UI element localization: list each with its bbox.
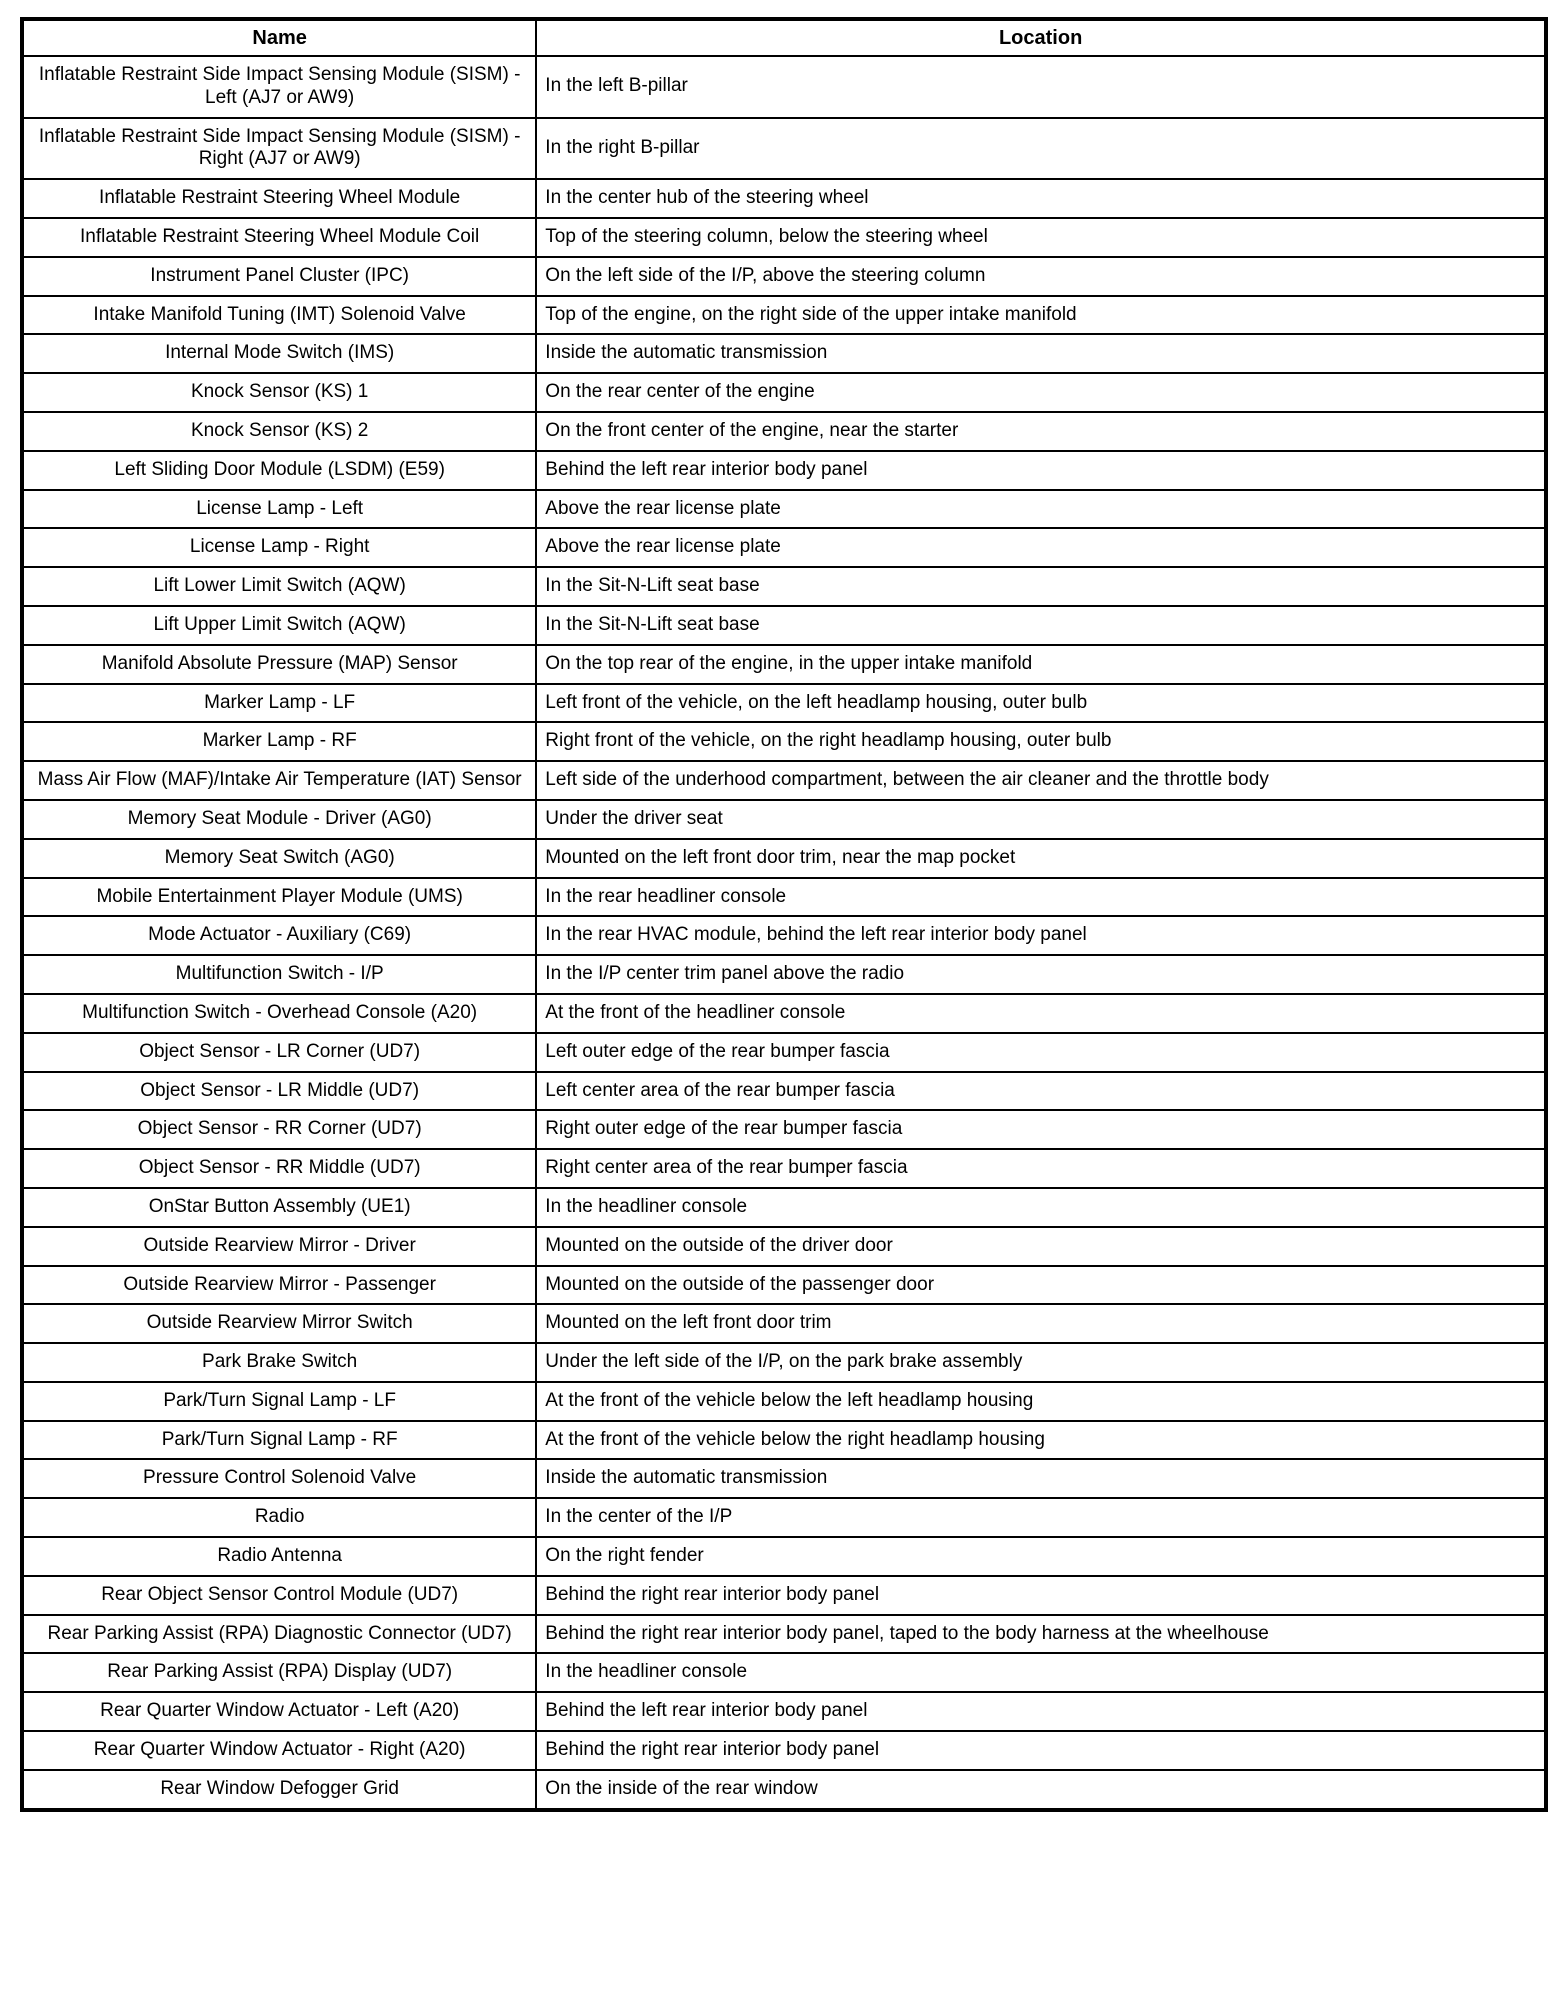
- table-row: [22, 1382, 1546, 1421]
- component-location: On the top rear of the engine, in the upper intake manifold: [536, 645, 1546, 684]
- component-location: Right center area of the rear bumper fascia: [536, 1149, 1546, 1188]
- component-location: In the Sit-N-Lift seat base: [536, 606, 1546, 645]
- component-name: Memory Seat Switch (AG0): [22, 839, 536, 878]
- table-row: [22, 1770, 1546, 1810]
- table-head: [22, 19, 1546, 56]
- component-location: Mounted on the outside of the driver door: [536, 1227, 1546, 1266]
- table-row: [22, 1304, 1546, 1343]
- table-row: [22, 1343, 1546, 1382]
- table-row: [22, 1731, 1546, 1770]
- table-row: [22, 878, 1546, 917]
- table-row: [22, 1692, 1546, 1731]
- component-name: Rear Parking Assist (RPA) Display (UD7): [22, 1653, 536, 1692]
- table-row: [22, 1498, 1546, 1537]
- component-name: Marker Lamp - LF: [22, 684, 536, 723]
- component-name: Object Sensor - RR Corner (UD7): [22, 1110, 536, 1149]
- component-name: Left Sliding Door Module (LSDM) (E59): [22, 451, 536, 490]
- table-row: [22, 800, 1546, 839]
- component-name: Object Sensor - LR Corner (UD7): [22, 1033, 536, 1072]
- component-location: In the right B-pillar: [536, 118, 1546, 180]
- component-name: Knock Sensor (KS) 1: [22, 373, 536, 412]
- component-location: In the rear headliner console: [536, 878, 1546, 917]
- component-name: Inflatable Restraint Steering Wheel Module: [22, 179, 536, 218]
- component-name: Park Brake Switch: [22, 1343, 536, 1382]
- component-location: At the front of the vehicle below the left headlamp housing: [536, 1382, 1546, 1421]
- table-row: [22, 490, 1546, 529]
- component-location: At the front of the headliner console: [536, 994, 1546, 1033]
- component-name: Rear Object Sensor Control Module (UD7): [22, 1576, 536, 1615]
- table-row: [22, 1227, 1546, 1266]
- component-name: Rear Window Defogger Grid: [22, 1770, 536, 1810]
- component-location: On the front center of the engine, near the starter: [536, 412, 1546, 451]
- table-row: [22, 1072, 1546, 1111]
- component-location: In the rear HVAC module, behind the left rear interior body panel: [536, 916, 1546, 955]
- table-row: [22, 1459, 1546, 1498]
- component-location: In the center hub of the steering wheel: [536, 179, 1546, 218]
- component-location: Left front of the vehicle, on the left headlamp housing, outer bulb: [536, 684, 1546, 723]
- table-row: [22, 1110, 1546, 1149]
- table-body: [22, 56, 1546, 1810]
- table-row: [22, 373, 1546, 412]
- component-name: Rear Quarter Window Actuator - Right (A20): [22, 1731, 536, 1770]
- component-name: Knock Sensor (KS) 2: [22, 412, 536, 451]
- column-header-location: Location: [536, 19, 1546, 56]
- table-row: [22, 955, 1546, 994]
- component-location: In the headliner console: [536, 1188, 1546, 1227]
- table-row: [22, 645, 1546, 684]
- component-name: Intake Manifold Tuning (IMT) Solenoid Valve: [22, 296, 536, 335]
- component-location: Left center area of the rear bumper fascia: [536, 1072, 1546, 1111]
- component-name: Park/Turn Signal Lamp - LF: [22, 1382, 536, 1421]
- table-row: [22, 296, 1546, 335]
- table-row: [22, 412, 1546, 451]
- component-name: Object Sensor - RR Middle (UD7): [22, 1149, 536, 1188]
- component-location: Behind the right rear interior body panel: [536, 1576, 1546, 1615]
- component-name: Inflatable Restraint Side Impact Sensing Module (SISM) - Left (AJ7 or AW9): [22, 56, 536, 118]
- component-name: Object Sensor - LR Middle (UD7): [22, 1072, 536, 1111]
- table-row: [22, 528, 1546, 567]
- component-location: Inside the automatic transmission: [536, 334, 1546, 373]
- table-row: [22, 684, 1546, 723]
- table-row: [22, 1537, 1546, 1576]
- table-row: [22, 257, 1546, 296]
- component-location: Above the rear license plate: [536, 490, 1546, 529]
- component-name: Internal Mode Switch (IMS): [22, 334, 536, 373]
- component-name: Instrument Panel Cluster (IPC): [22, 257, 536, 296]
- component-name: Inflatable Restraint Side Impact Sensing Module (SISM) - Right (AJ7 or AW9): [22, 118, 536, 180]
- component-name: Inflatable Restraint Steering Wheel Module Coil: [22, 218, 536, 257]
- header-row: [22, 19, 1546, 56]
- table-row: [22, 334, 1546, 373]
- table-row: [22, 118, 1546, 180]
- component-location: Behind the right rear interior body panel: [536, 1731, 1546, 1770]
- component-location: Behind the left rear interior body panel: [536, 1692, 1546, 1731]
- table-row: [22, 1266, 1546, 1305]
- component-name: Multifunction Switch - I/P: [22, 955, 536, 994]
- table-row: [22, 1576, 1546, 1615]
- component-location: Left outer edge of the rear bumper fascia: [536, 1033, 1546, 1072]
- component-name: Radio Antenna: [22, 1537, 536, 1576]
- component-location: In the headliner console: [536, 1653, 1546, 1692]
- component-name: Lift Upper Limit Switch (AQW): [22, 606, 536, 645]
- table-row: [22, 451, 1546, 490]
- component-name: Mode Actuator - Auxiliary (C69): [22, 916, 536, 955]
- table-row: [22, 1033, 1546, 1072]
- table-row: [22, 1615, 1546, 1654]
- table-row: [22, 1149, 1546, 1188]
- component-name: Mobile Entertainment Player Module (UMS): [22, 878, 536, 917]
- component-name: Radio: [22, 1498, 536, 1537]
- component-location: Top of the steering column, below the steering wheel: [536, 218, 1546, 257]
- component-name: Lift Lower Limit Switch (AQW): [22, 567, 536, 606]
- table-row: [22, 916, 1546, 955]
- component-name: Pressure Control Solenoid Valve: [22, 1459, 536, 1498]
- column-header-name: Name: [22, 19, 536, 56]
- table-row: [22, 567, 1546, 606]
- component-location: On the rear center of the engine: [536, 373, 1546, 412]
- table-row: [22, 1653, 1546, 1692]
- component-location: Above the rear license plate: [536, 528, 1546, 567]
- component-location: In the I/P center trim panel above the radio: [536, 955, 1546, 994]
- component-location-table: [20, 17, 1548, 1812]
- component-location: Under the driver seat: [536, 800, 1546, 839]
- table-row: [22, 56, 1546, 118]
- table-row: [22, 1421, 1546, 1460]
- table-row: [22, 179, 1546, 218]
- component-location: Under the left side of the I/P, on the park brake assembly: [536, 1343, 1546, 1382]
- table-row: [22, 994, 1546, 1033]
- component-location: Mounted on the left front door trim: [536, 1304, 1546, 1343]
- component-location: On the right fender: [536, 1537, 1546, 1576]
- component-name: Marker Lamp - RF: [22, 722, 536, 761]
- component-location: On the inside of the rear window: [536, 1770, 1546, 1810]
- component-location: In the left B-pillar: [536, 56, 1546, 118]
- table-row: [22, 839, 1546, 878]
- component-name: Rear Quarter Window Actuator - Left (A20): [22, 1692, 536, 1731]
- component-location: Right front of the vehicle, on the right headlamp housing, outer bulb: [536, 722, 1546, 761]
- table-row: [22, 761, 1546, 800]
- table-row: [22, 218, 1546, 257]
- component-location: Mounted on the left front door trim, near the map pocket: [536, 839, 1546, 878]
- component-location: Behind the right rear interior body panel, taped to the body harness at the wheelhouse: [536, 1615, 1546, 1654]
- component-location: Left side of the underhood compartment, between the air cleaner and the throttle body: [536, 761, 1546, 800]
- component-location: In the center of the I/P: [536, 1498, 1546, 1537]
- component-name: Memory Seat Module - Driver (AG0): [22, 800, 536, 839]
- component-name: Outside Rearview Mirror - Passenger: [22, 1266, 536, 1305]
- component-location: Inside the automatic transmission: [536, 1459, 1546, 1498]
- component-name: Park/Turn Signal Lamp - RF: [22, 1421, 536, 1460]
- component-location: Top of the engine, on the right side of the upper intake manifold: [536, 296, 1546, 335]
- component-name: Outside Rearview Mirror - Driver: [22, 1227, 536, 1266]
- component-location: In the Sit-N-Lift seat base: [536, 567, 1546, 606]
- component-location: Behind the left rear interior body panel: [536, 451, 1546, 490]
- component-name: License Lamp - Left: [22, 490, 536, 529]
- component-location: Right outer edge of the rear bumper fascia: [536, 1110, 1546, 1149]
- component-name: Multifunction Switch - Overhead Console (A20): [22, 994, 536, 1033]
- table-row: [22, 722, 1546, 761]
- component-name: Manifold Absolute Pressure (MAP) Sensor: [22, 645, 536, 684]
- component-name: License Lamp - Right: [22, 528, 536, 567]
- table-row: [22, 1188, 1546, 1227]
- component-location: At the front of the vehicle below the right headlamp housing: [536, 1421, 1546, 1460]
- component-location: Mounted on the outside of the passenger door: [536, 1266, 1546, 1305]
- table-row: [22, 606, 1546, 645]
- component-name: Mass Air Flow (MAF)/Intake Air Temperature (IAT) Sensor: [22, 761, 536, 800]
- component-name: Outside Rearview Mirror Switch: [22, 1304, 536, 1343]
- component-location: On the left side of the I/P, above the steering column: [536, 257, 1546, 296]
- component-name: OnStar Button Assembly (UE1): [22, 1188, 536, 1227]
- component-name: Rear Parking Assist (RPA) Diagnostic Connector (UD7): [22, 1615, 536, 1654]
